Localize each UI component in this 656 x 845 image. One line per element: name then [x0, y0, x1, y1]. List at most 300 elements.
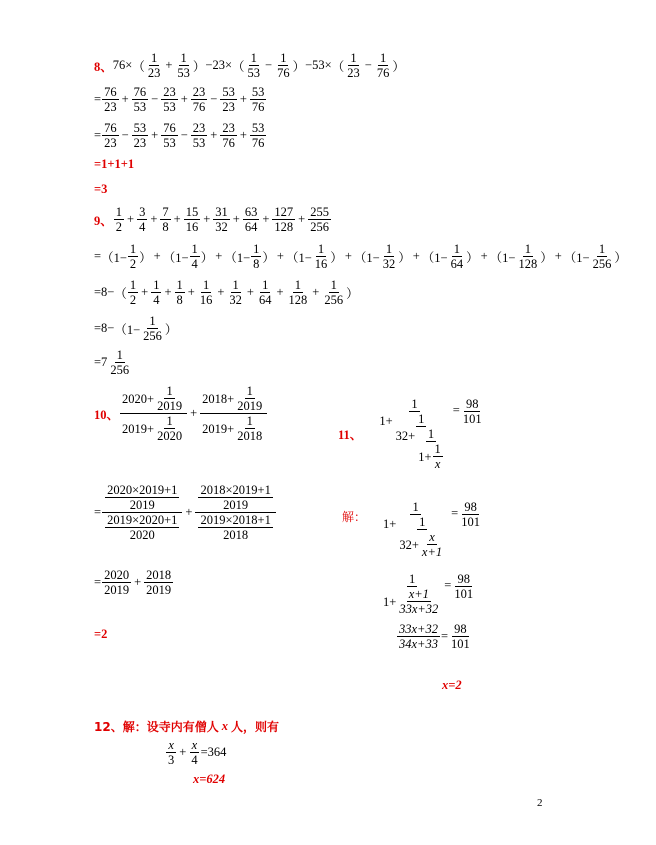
frac: [160, 205, 170, 234]
frac: [189, 738, 199, 767]
num: 76: [133, 85, 147, 99]
frac: [449, 622, 472, 651]
p9-unit-sum: [127, 278, 346, 307]
op: +: [210, 128, 218, 142]
frac: [132, 85, 149, 114]
equals: =: [440, 629, 449, 643]
frac: [220, 85, 237, 114]
den: 4: [153, 293, 160, 307]
num: 1: [409, 572, 416, 586]
p8-one: 1: [180, 51, 187, 65]
frac: [166, 738, 176, 767]
num: 2020: [104, 568, 130, 582]
den: 23: [222, 100, 235, 114]
op: +: [190, 406, 198, 420]
paren: ）: [139, 250, 152, 265]
den: 2020: [157, 429, 183, 443]
den: 53: [177, 66, 190, 80]
frac: [128, 242, 138, 271]
num: 23: [163, 85, 176, 99]
den: 4: [191, 753, 198, 767]
den: 101: [461, 515, 480, 529]
equals: =: [94, 92, 102, 106]
num: 1: [427, 427, 435, 441]
frac: [220, 121, 237, 150]
op: +: [480, 249, 488, 263]
p10-result: =2: [94, 627, 108, 641]
num: 98: [465, 397, 479, 411]
paren: （1−: [421, 250, 448, 265]
frac: [137, 205, 147, 234]
den: 53: [133, 100, 147, 114]
den: 64: [258, 293, 272, 307]
num: 3: [139, 205, 146, 219]
paren: （: [232, 59, 245, 74]
num: 1: [166, 414, 173, 428]
frac: [420, 530, 444, 559]
frac: [243, 205, 260, 234]
p9-line2: [94, 242, 627, 271]
den: [377, 412, 451, 471]
p8-one: 1: [280, 51, 287, 65]
den: 2018: [237, 429, 263, 443]
den: 101: [454, 587, 474, 601]
num: 1: [115, 205, 123, 219]
frac: [161, 121, 178, 150]
equals: =: [94, 575, 102, 589]
frac: [461, 397, 484, 426]
equals: =: [444, 578, 452, 592]
frac: [114, 205, 124, 234]
equals: =: [94, 128, 102, 142]
den: 2: [129, 293, 137, 307]
p10-line2: [94, 483, 277, 542]
p8-one: 1: [350, 51, 357, 65]
frac: [102, 568, 131, 597]
p11-label: 11、: [338, 428, 363, 442]
p11-sol-line1: [342, 500, 483, 559]
num: 1: [453, 242, 460, 256]
num: 1: [149, 314, 156, 328]
op: +: [151, 128, 159, 142]
p8-line3: [94, 121, 267, 150]
p8-label: 8、: [94, 59, 113, 74]
frac: [213, 205, 230, 234]
num: 1: [411, 397, 418, 411]
p9-sum: [113, 205, 332, 234]
op: +: [150, 212, 158, 226]
paren: ）: [262, 250, 275, 265]
frac: [345, 51, 362, 80]
frac: [132, 121, 149, 150]
den: 16: [199, 293, 213, 307]
op: +: [232, 212, 240, 226]
equals: =: [94, 505, 102, 519]
num: 1: [116, 348, 123, 362]
op: +: [217, 285, 225, 299]
den: 64: [450, 257, 464, 271]
den: 64: [244, 220, 258, 234]
frac: [251, 242, 261, 271]
frac: [155, 414, 184, 443]
paren: ）: [200, 250, 214, 265]
t: 2019+: [122, 421, 155, 436]
den: 33x+32: [399, 602, 439, 616]
den: 2019: [129, 498, 155, 512]
frac: [313, 242, 330, 271]
t: 1+: [379, 414, 393, 428]
op: +: [173, 212, 181, 226]
den: 76: [376, 66, 390, 80]
p12-var: x: [221, 719, 228, 733]
den: [381, 587, 443, 616]
den: x+1: [421, 545, 443, 559]
den: 3: [168, 753, 175, 767]
num: 1: [246, 384, 253, 398]
frac: [257, 278, 274, 307]
den: [381, 515, 450, 559]
op: +: [121, 92, 129, 106]
den: 2: [129, 257, 137, 271]
p8-line4: =1+1+1: [94, 157, 135, 171]
paren: （1−: [162, 250, 189, 265]
p11-answer: x=2: [442, 678, 462, 692]
p9-line1: [94, 205, 332, 234]
den: [416, 442, 446, 471]
complex-frac: [102, 483, 182, 542]
paren: （1−: [114, 322, 141, 337]
num: 53: [251, 121, 265, 135]
continued-frac: [381, 500, 450, 559]
num: 2019×2020+1: [107, 513, 178, 527]
frac: [235, 414, 264, 443]
p12-equation: [165, 738, 226, 767]
p9-line4: [94, 314, 177, 343]
frac: [591, 242, 614, 271]
num: 2018×2019+1: [200, 483, 271, 497]
num: 255: [310, 205, 329, 219]
num: x+1: [408, 587, 429, 601]
num: x: [429, 530, 435, 544]
p12-label: 12、解：设寺内有僧人: [94, 720, 219, 734]
den: 23: [147, 66, 161, 80]
num: 98: [454, 622, 467, 636]
paren: ）: [398, 250, 411, 265]
t: 32+: [395, 429, 416, 443]
frac: [250, 121, 267, 150]
num: x: [168, 738, 174, 752]
op: +: [203, 212, 211, 226]
p11-sol-line3: [396, 622, 473, 651]
p11-sol-line2: [380, 572, 476, 616]
den: 76: [192, 100, 206, 114]
den: 16: [185, 220, 199, 234]
p8-term3: −53×: [305, 58, 332, 72]
op: +: [262, 212, 270, 226]
den: 53: [163, 100, 176, 114]
op: −: [121, 128, 129, 142]
num: 76: [104, 85, 117, 99]
op: +: [239, 92, 247, 106]
t: 1+: [418, 449, 432, 464]
p12-answer: x=624: [193, 772, 226, 786]
den: 2019: [104, 583, 130, 597]
op: +: [246, 285, 254, 299]
num: 1: [262, 278, 269, 292]
p10-line1: [94, 384, 268, 443]
p11-sol-label: 解：: [342, 510, 367, 524]
frac: [190, 242, 200, 271]
num: 1: [153, 278, 160, 292]
den: 2020: [129, 528, 155, 542]
den: 76: [251, 136, 265, 150]
frac: [397, 622, 440, 651]
paren: ）: [192, 59, 206, 74]
den: 2019: [146, 583, 172, 597]
num: 2018: [146, 568, 172, 582]
complex-frac: [195, 483, 275, 542]
p9-line3: [94, 278, 359, 307]
frac: [102, 121, 119, 150]
p9-prefix: =8−: [94, 321, 115, 335]
t: 1+: [383, 517, 397, 531]
frac: [452, 572, 475, 601]
num: 1: [598, 242, 606, 256]
num: 1: [330, 278, 337, 292]
num: [195, 483, 275, 513]
num: [102, 483, 182, 513]
page-number: 2: [537, 797, 543, 809]
den: [397, 530, 447, 559]
den: 256: [110, 363, 130, 377]
frac: [175, 278, 185, 307]
num: 1: [385, 242, 393, 256]
paren: （1−: [101, 250, 127, 265]
op: +: [344, 249, 352, 263]
num: 23: [192, 85, 206, 99]
den: 256: [143, 329, 162, 343]
frac: [250, 85, 267, 114]
num: 1: [232, 278, 239, 292]
num: 15: [185, 205, 199, 219]
frac: [375, 51, 392, 80]
paren: （: [114, 286, 127, 301]
den: 53: [163, 136, 176, 150]
num: 1: [418, 412, 425, 426]
num: 1: [129, 278, 137, 292]
paren: （1−: [285, 250, 312, 265]
den: 8: [176, 293, 183, 307]
p8-coef: 76: [112, 58, 126, 72]
num: 31: [215, 205, 228, 219]
p12-label-tail: 人，则有: [230, 720, 279, 734]
frac: [198, 483, 272, 512]
num: 23: [222, 121, 235, 135]
num: 1: [294, 278, 301, 292]
t: 2018+: [202, 391, 235, 406]
den: 16: [314, 257, 328, 271]
den: 2019: [237, 399, 263, 413]
num: 98: [457, 572, 470, 586]
den: 53: [192, 136, 206, 150]
frac: [108, 348, 131, 377]
paren: ）: [392, 59, 405, 74]
frac: [272, 205, 295, 234]
rhs: =364: [200, 745, 227, 759]
num: 1: [434, 442, 441, 456]
equals: =: [452, 403, 460, 417]
den: [200, 414, 267, 443]
p9-differences: [101, 242, 627, 271]
frac: [516, 242, 539, 271]
num: 1: [412, 500, 419, 514]
den: 101: [462, 412, 482, 426]
op: +: [185, 505, 193, 519]
num: 1: [419, 515, 426, 529]
frac: [459, 500, 482, 529]
paren: ）: [614, 250, 627, 265]
paren: ）: [330, 250, 343, 265]
p10-line3: [94, 568, 174, 597]
op: +: [180, 92, 188, 106]
num: 1: [317, 242, 325, 256]
den: 256: [592, 257, 612, 271]
op: −: [265, 58, 273, 72]
den: [394, 427, 449, 471]
den: 8: [253, 257, 260, 271]
num: 1: [202, 278, 210, 292]
p8-one: 1: [250, 51, 257, 65]
den: 256: [324, 293, 344, 307]
den: 53: [247, 66, 261, 80]
frac: [397, 515, 447, 559]
den: 23: [104, 136, 117, 150]
op: +: [554, 249, 562, 263]
den: 23: [104, 100, 117, 114]
frac: [381, 572, 443, 616]
p8-one: 1: [379, 51, 387, 65]
op: −: [180, 128, 188, 142]
num: 1: [253, 242, 260, 256]
num: 53: [222, 85, 235, 99]
op: +: [179, 745, 187, 759]
num: 1: [191, 242, 198, 256]
num: [200, 384, 267, 414]
den: 8: [162, 220, 169, 234]
complex-frac: [200, 384, 267, 443]
complex-frac: [120, 384, 187, 443]
t: 1+: [383, 594, 397, 609]
op: +: [312, 285, 320, 299]
num: 1: [176, 278, 183, 292]
frac: [397, 587, 440, 616]
op: +: [215, 249, 223, 263]
paren: （1−: [489, 250, 516, 265]
t: 2019+: [202, 421, 235, 436]
frac: [184, 205, 201, 234]
frac: [275, 51, 292, 80]
den: 2018: [223, 528, 249, 542]
den: 128: [288, 293, 308, 307]
den: x: [434, 457, 441, 471]
p11-equation: [338, 397, 485, 471]
op: +: [412, 249, 420, 263]
frac: [155, 384, 184, 413]
num: 2020×2019+1: [107, 483, 178, 497]
frac: [105, 483, 179, 512]
p12-heading: [94, 718, 279, 735]
frac: [227, 278, 244, 307]
den: 256: [310, 220, 329, 234]
frac: [308, 205, 331, 234]
den: 34x+33: [399, 637, 438, 651]
frac: [144, 568, 173, 597]
den: 76: [277, 66, 290, 80]
p9-label: 9、: [94, 213, 113, 228]
p8-term2: −23×: [205, 58, 233, 72]
frac: [128, 278, 138, 307]
paren: ）: [540, 250, 553, 265]
num: 127: [274, 205, 294, 219]
frac: [198, 513, 272, 542]
den: 128: [518, 257, 538, 271]
paren: （1−: [224, 250, 251, 265]
frac: [287, 278, 310, 307]
op: +: [298, 212, 306, 226]
frac: [191, 85, 208, 114]
den: 2: [115, 220, 123, 234]
p8-line5: =3: [94, 182, 108, 196]
op: +: [134, 575, 142, 589]
op: −: [210, 92, 218, 106]
frac: [322, 278, 345, 307]
frac: [141, 314, 164, 343]
frac: [246, 51, 263, 80]
den: [102, 513, 182, 542]
frac: [161, 85, 178, 114]
frac: [449, 242, 466, 271]
num: 1: [246, 414, 253, 428]
paren: （: [331, 59, 345, 74]
frac: [433, 442, 443, 471]
den: 23: [133, 136, 147, 150]
frac: [151, 278, 161, 307]
paren: （1−: [563, 250, 590, 265]
op: +: [141, 285, 149, 299]
num: 1: [166, 384, 173, 398]
num: 1: [129, 242, 137, 256]
den: 128: [274, 220, 294, 234]
num: 7: [162, 205, 169, 219]
den: 101: [451, 637, 470, 651]
t: 2020+: [122, 391, 155, 406]
num: 76: [163, 121, 176, 135]
op: −: [151, 92, 159, 106]
num: 76: [104, 121, 117, 135]
p8-one: 1: [150, 51, 158, 65]
times: ×: [125, 58, 133, 72]
frac: [394, 412, 449, 471]
paren: （: [132, 59, 145, 74]
p10-label: 10、: [94, 407, 120, 422]
den: 76: [251, 100, 265, 114]
num: 63: [244, 205, 258, 219]
equals: =: [94, 249, 102, 263]
frac: [191, 121, 208, 150]
op: +: [187, 285, 195, 299]
den: 32: [229, 293, 242, 307]
den: 2019: [223, 498, 249, 512]
